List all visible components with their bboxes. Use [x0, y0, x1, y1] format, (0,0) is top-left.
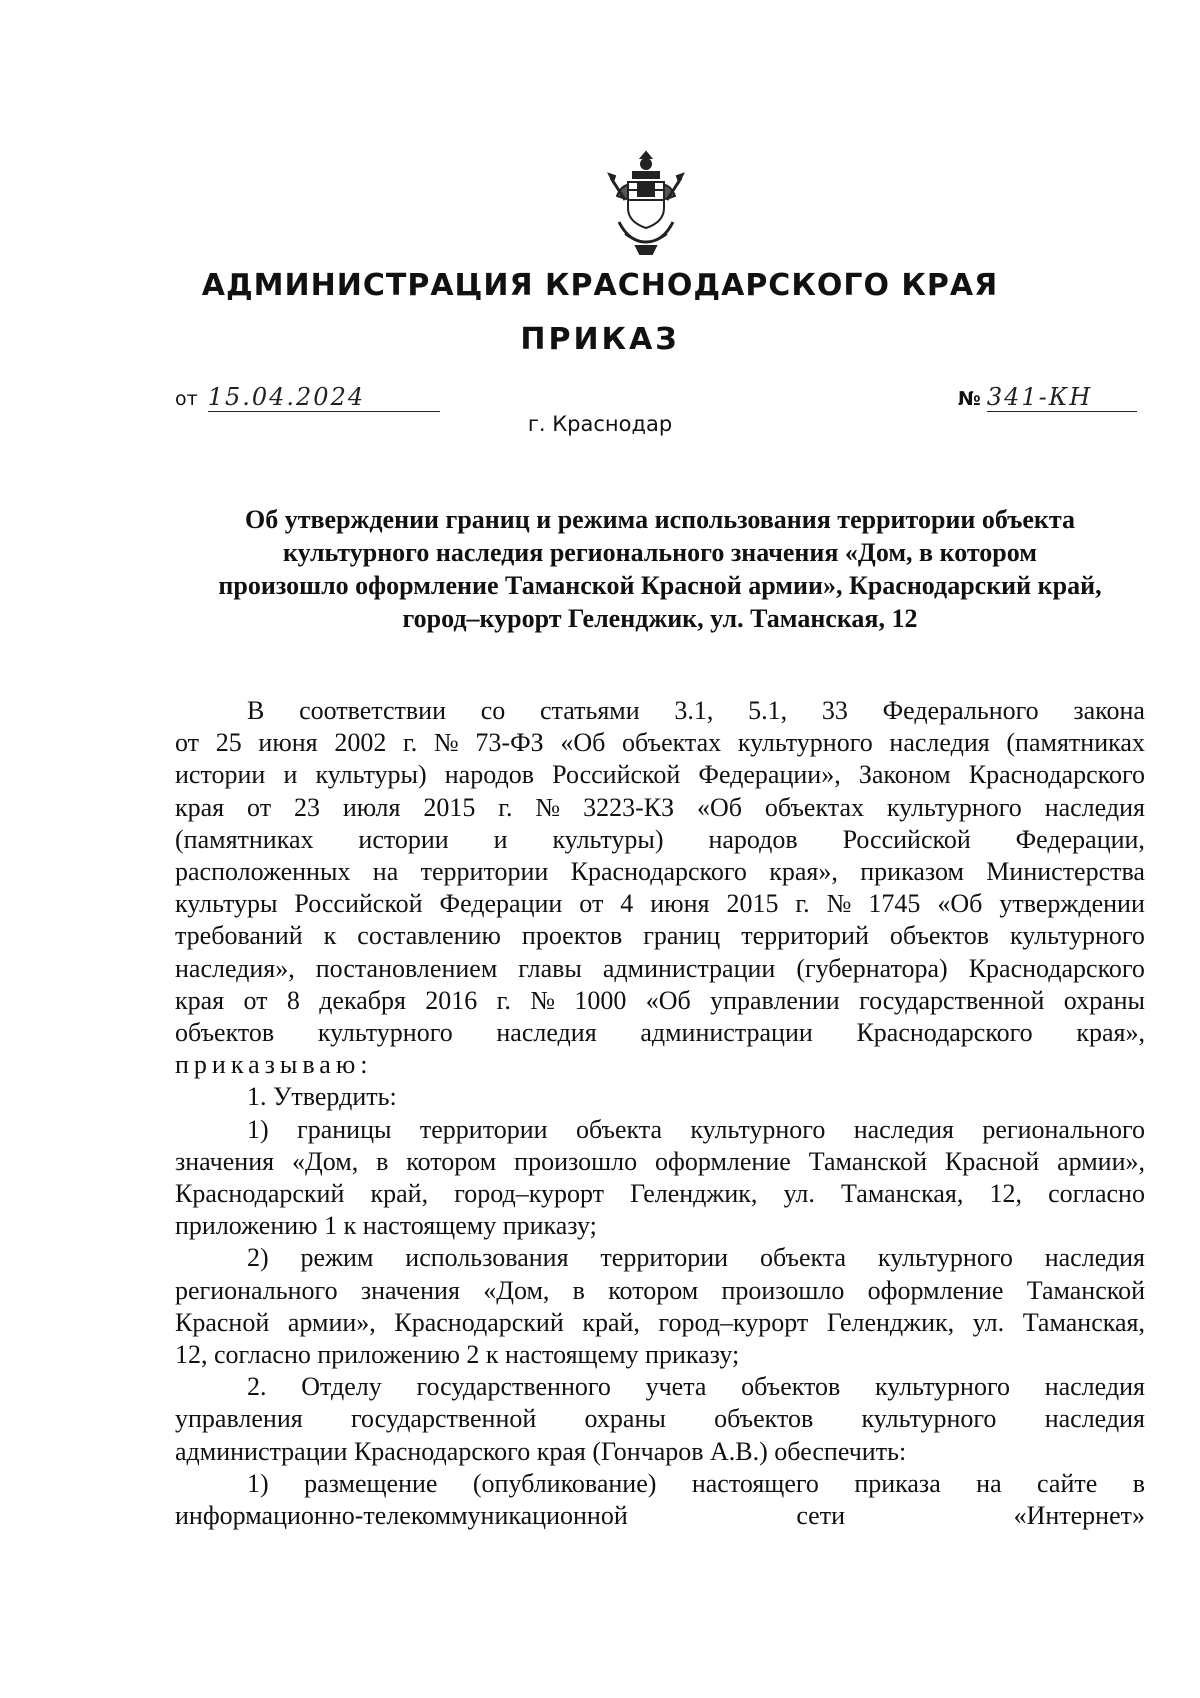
body-line	[175, 920, 1145, 952]
word: значения	[175, 1146, 275, 1176]
word: значения	[360, 1275, 460, 1305]
word: декабря	[319, 985, 406, 1015]
word: Российской	[552, 760, 681, 790]
word: наследия»,	[175, 953, 295, 983]
word: оформление	[655, 1146, 791, 1176]
word: информационно-телекоммуникационной	[175, 1501, 628, 1531]
word: Федерации,	[1015, 824, 1145, 854]
body-line	[175, 1242, 1145, 1274]
word: Таманская,	[1022, 1307, 1145, 1337]
handwritten-date: 15.04.2024	[208, 383, 440, 412]
word: настоящего	[691, 1468, 819, 1498]
word: культурного	[1010, 921, 1145, 951]
word: 2002	[334, 728, 387, 758]
word: в	[376, 1146, 389, 1176]
body-line	[175, 1275, 1145, 1307]
word: в	[572, 1275, 585, 1305]
word: культурного	[877, 1243, 1013, 1273]
word: Красной	[175, 1307, 270, 1337]
word: 1000	[574, 985, 627, 1015]
date-prefix: от	[175, 388, 198, 410]
word: №	[530, 985, 556, 1015]
word: территории	[420, 857, 549, 887]
word: 2015	[726, 889, 779, 919]
word: Таманской	[808, 1146, 927, 1176]
word: «Об	[697, 792, 743, 822]
word: объектов	[714, 1404, 814, 1434]
word: «Об	[645, 985, 691, 1015]
word: 23	[293, 792, 320, 822]
krasnodar-coat-of-arms-icon	[603, 148, 689, 258]
word: охраны	[1063, 985, 1145, 1015]
word: объекта	[759, 1243, 847, 1273]
title-line: Об утверждении границ и режима использования территории объекта	[245, 505, 1075, 534]
word: государственной	[350, 1404, 537, 1434]
body-line	[175, 888, 1145, 920]
word: приказом	[860, 857, 964, 887]
word: г.	[795, 889, 810, 919]
body-line	[175, 856, 1145, 888]
word: Краснодарский	[394, 1307, 564, 1337]
word: культурного	[861, 1404, 997, 1434]
word: Отделу	[301, 1372, 382, 1402]
word: Красной	[944, 1146, 1040, 1176]
word: наследия	[889, 728, 990, 758]
title-line: культурного наследия регионального значения «Дом, в котором	[283, 538, 1037, 567]
word: 3.1,	[674, 696, 714, 725]
word: 2016	[425, 985, 478, 1015]
word: произошло	[721, 1275, 845, 1305]
word: народов	[444, 760, 534, 790]
word: Краснодарского	[968, 953, 1145, 983]
word: режим	[300, 1243, 374, 1273]
word: Краснодарский	[175, 1179, 345, 1209]
body-line: 1. Утвердить:	[247, 1082, 397, 1112]
word: расположенных	[175, 857, 351, 887]
word: 33	[821, 696, 848, 725]
word: приказа	[854, 1468, 941, 1498]
word: объекта	[575, 1114, 663, 1144]
word: культурного	[875, 1372, 1010, 1402]
city-name: г. Краснодар	[527, 412, 673, 436]
word: «Интернет»	[1013, 1501, 1145, 1531]
number-line	[958, 383, 1137, 412]
word: №	[826, 889, 852, 919]
word: Геленджик,	[826, 1307, 955, 1337]
word: 25	[215, 728, 242, 758]
word: армии»,	[287, 1307, 376, 1337]
word: объектов	[889, 921, 990, 951]
word: котором	[406, 1146, 497, 1176]
word: №	[433, 728, 459, 758]
number-prefix: №	[958, 388, 981, 410]
word: (памятниках	[175, 824, 314, 854]
word: 2015	[423, 792, 476, 822]
date-line	[175, 383, 440, 412]
word: территории	[419, 1114, 548, 1144]
word: государственного	[416, 1372, 611, 1402]
word: культурного	[737, 728, 873, 758]
body-line	[175, 824, 1145, 856]
word: армии»,	[1057, 1146, 1145, 1176]
word: использования	[405, 1243, 569, 1273]
body-line	[175, 1403, 1145, 1435]
word: оформление	[867, 1275, 1004, 1305]
word: наследия	[1044, 1372, 1145, 1402]
body-line	[175, 1371, 1145, 1403]
body-line	[175, 985, 1145, 1017]
word: края»,	[769, 857, 838, 887]
word: составлению	[357, 921, 501, 951]
word: на	[976, 1468, 1002, 1498]
word: «Дом,	[483, 1275, 550, 1305]
word: края	[175, 792, 225, 822]
word: учета	[645, 1372, 707, 1402]
word: культурного	[886, 792, 1022, 822]
word: охраны	[584, 1404, 666, 1434]
word: г.	[498, 792, 513, 822]
word: 8	[286, 985, 300, 1015]
word: культурного	[317, 1018, 453, 1048]
body-line	[175, 953, 1145, 985]
word: от	[579, 889, 604, 919]
word: ул.	[783, 1179, 815, 1209]
word: 5.1,	[748, 696, 788, 725]
word: 1)	[247, 1114, 269, 1144]
word: в	[1132, 1468, 1145, 1498]
word: наследия	[853, 1114, 954, 1144]
word: наследия	[496, 1018, 597, 1048]
handwritten-number: 341-КН	[987, 383, 1137, 412]
word: культуры)	[315, 760, 427, 790]
word: Законом	[858, 760, 951, 790]
body-line	[175, 1017, 1145, 1049]
word: Краснодарского	[856, 1018, 1033, 1048]
word: от	[175, 728, 200, 758]
word: (губернатора)	[796, 953, 948, 983]
word: народов	[708, 824, 798, 854]
word: объектов	[741, 1372, 841, 1402]
word: Министерства	[986, 857, 1145, 887]
word: на	[372, 857, 399, 887]
word: постановлением	[315, 953, 498, 983]
word: регионального	[982, 1114, 1145, 1144]
word: согласно	[1048, 1179, 1145, 1209]
word: «Дом,	[292, 1146, 359, 1176]
word: город–курорт	[454, 1179, 605, 1209]
word: котором	[608, 1275, 699, 1305]
word: границы	[297, 1114, 392, 1144]
body-line	[175, 1178, 1145, 1210]
word: Российской	[842, 824, 971, 854]
word: (памятниках	[1006, 728, 1145, 758]
word: Краснодарского	[968, 760, 1145, 790]
word: и	[493, 824, 508, 854]
word: ул.	[972, 1307, 1005, 1337]
word: сайте	[1037, 1468, 1098, 1498]
body-line	[175, 1500, 1145, 1532]
word: Российской	[294, 889, 423, 919]
organization-name: АДМИНИСТРАЦИЯ КРАСНОДАРСКОГО КРАЯ	[201, 268, 999, 303]
word: культурного	[690, 1114, 826, 1144]
word: территорий	[741, 921, 869, 951]
word: администрации	[602, 953, 776, 983]
body-line	[175, 727, 1145, 759]
word: 2)	[247, 1243, 269, 1273]
word: наследия	[1044, 792, 1145, 822]
word: Федерации	[439, 889, 563, 919]
word: территории	[600, 1243, 729, 1273]
document-body	[175, 695, 1145, 1532]
word: истории	[358, 824, 449, 854]
body-line: приказываю:	[175, 1050, 373, 1080]
word: культуры	[175, 889, 278, 919]
word: истории	[175, 760, 266, 790]
document-type: ПРИКАЗ	[520, 322, 680, 357]
word: и	[283, 760, 298, 790]
word: границ	[643, 921, 721, 951]
word: объектах	[764, 792, 864, 822]
word: управления	[175, 1404, 303, 1434]
title-line: город–курорт Геленджик, ул. Таманская, 12	[402, 604, 918, 633]
word: статьями	[540, 696, 640, 725]
word: июля	[342, 792, 401, 822]
word: наследия	[1044, 1404, 1145, 1434]
word: 2.	[247, 1372, 267, 1402]
word: Федерации»,	[698, 760, 841, 790]
word: объектах	[622, 728, 722, 758]
word: В	[247, 696, 265, 725]
word: г.	[403, 728, 418, 758]
word: (опубликование)	[472, 1468, 657, 1498]
word: к	[323, 921, 337, 951]
word: Федерального	[882, 696, 1039, 725]
word: 3223-КЗ	[583, 792, 675, 822]
word: государственной	[859, 985, 1045, 1015]
body-line	[175, 1114, 1145, 1146]
body-line	[175, 1468, 1145, 1500]
word: администрации	[640, 1018, 813, 1048]
word: наследия	[1044, 1243, 1145, 1273]
word: «Об	[560, 728, 606, 758]
word: 1745	[868, 889, 921, 919]
document-title	[175, 503, 1145, 635]
word: 12,	[989, 1179, 1022, 1209]
word: управлении	[710, 985, 840, 1015]
word: регионального	[175, 1275, 338, 1305]
word: от	[247, 792, 272, 822]
word: объектов	[175, 1018, 275, 1048]
word: размещение	[304, 1468, 438, 1498]
word: 4	[620, 889, 634, 919]
word: культуры)	[552, 824, 664, 854]
word: утверждении	[999, 889, 1145, 919]
word: закона	[1073, 696, 1145, 725]
word: город–курорт	[658, 1307, 809, 1337]
word: произошло	[514, 1146, 638, 1176]
body-line	[175, 1307, 1145, 1339]
word: 1)	[247, 1468, 269, 1498]
word: требований	[175, 921, 303, 951]
body-line: приложению 1 к настоящему приказу;	[175, 1211, 597, 1241]
word: Таманская,	[841, 1179, 964, 1209]
body-line	[175, 1146, 1145, 1178]
word: Краснодарского	[570, 857, 747, 887]
title-line: произошло оформление Таманской Красной армии», Краснодарский край,	[218, 571, 1102, 600]
word: Геленджик,	[630, 1179, 758, 1209]
word: июня	[258, 728, 318, 758]
word: июня	[650, 889, 710, 919]
word: главы	[518, 953, 582, 983]
body-line	[175, 792, 1145, 824]
word: от	[243, 985, 268, 1015]
word: №	[535, 792, 561, 822]
word: края»,	[1076, 1018, 1145, 1048]
body-line: 12, согласно приложению 2 к настоящему приказу;	[175, 1340, 740, 1370]
word: край,	[370, 1179, 429, 1209]
word: Таманской	[1026, 1275, 1145, 1305]
body-line	[175, 695, 1145, 727]
word: 73-ФЗ	[475, 728, 544, 758]
body-line	[175, 759, 1145, 791]
body-line: администрации Краснодарского края (Гончаров А.В.) обеспечить:	[175, 1436, 907, 1466]
word: «Об	[937, 889, 983, 919]
word: г.	[496, 985, 511, 1015]
word: края	[175, 985, 225, 1015]
word: край,	[582, 1307, 640, 1337]
word: проектов	[521, 921, 623, 951]
word: со	[480, 696, 506, 725]
word: сети	[796, 1501, 845, 1531]
word: соответствии	[299, 696, 446, 725]
